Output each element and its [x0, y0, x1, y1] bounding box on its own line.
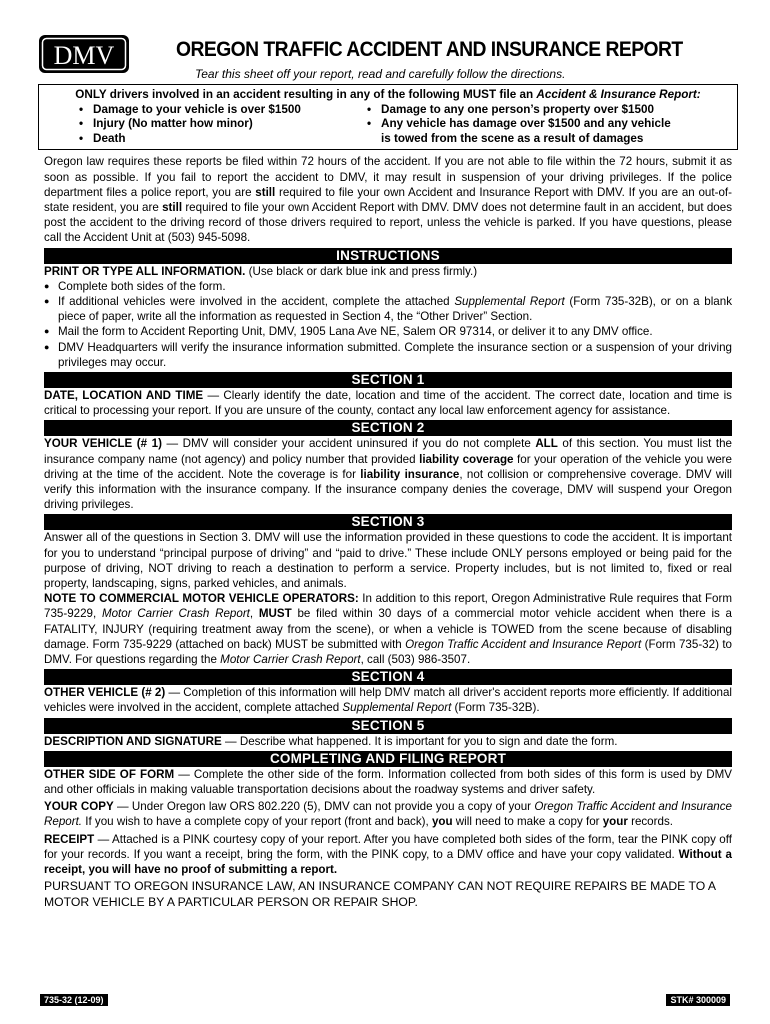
instructions-heading: INSTRUCTIONS — [44, 248, 732, 264]
section4-body: OTHER VEHICLE (# 2) — Completion of this information will help DMV match all driver's accident reports more efficiently. If additional vehicles were involved in the accident, complete attached Supplemental Report (Form 735-32B). — [44, 686, 732, 715]
section5-heading: SECTION 5 — [44, 718, 732, 734]
insurance-law-notice: PURSUANT TO OREGON INSURANCE LAW, AN INSURANCE COMPANY CAN NOT REQUIRE REPAIRS BE MADE TO A MOTOR VEHICLE BY A PARTICULAR PERSON OR REPAIR SHOP. — [44, 879, 716, 909]
section4-heading: SECTION 4 — [44, 669, 732, 685]
requirement-item: • Any vehicle has damage over $1500 and any vehicle — [365, 117, 725, 132]
section2-body: YOUR VEHICLE (# 1) — DMV will consider your accident uninsured if you do not complete ALL of this section. You must list the insurance company name (not agency) and policy number that provided liability coverage for your operation of the vehicle you were driving at the time of the accident. Note the coverage is for liability insurance, not collision or comprehensive coverage. DMV will verify this information with the insurance company. If the insurance company denies the coverage, DMV will suspend your Oregon driving privileges. — [44, 437, 733, 512]
instruction-item: ● DMV Headquarters will verify the insurance information submitted. Complete the insurance section or a suspension of your driving privileges may occur. — [44, 340, 732, 370]
instruction-item: ● If additional vehicles were involved in the accident, complete the attached Supplemental Report (Form 735-32B), or on a blank piece of paper, write all the information as requested in Section 4, the “Other Driver” Section. — [44, 294, 732, 324]
logo-text: DMV — [53, 41, 115, 70]
your-copy-paragraph: YOUR COPY — Under Oregon law ORS 802.220 (5), DMV can not provide you a copy of your Oregon Traffic Accident and Insurance Report. If you wish to have a complete copy of your report (front and back), you will need to make a copy for your records. — [44, 800, 732, 829]
requirement-item: • Death — [77, 132, 365, 147]
page-subtitle: Tear this sheet off your report, read and carefully follow the directions. — [195, 67, 566, 81]
form-page — [38, 32, 738, 910]
completing-heading: COMPLETING AND FILING REPORT — [44, 751, 732, 767]
instructions-body: PRINT OR TYPE ALL INFORMATION. (Use black or dark blue ink and press firmly.) ● Complete both sides of the form. ● If additional vehicles were involved in the accident, complete the attached Supplemental Report (Form 735-32B), or on a blank piece of paper, write all the information as requested in Section 4, the “Other Driver” Section. ● Mail the form to Accident Reporting Unit, DMV, 1905 Lana Ave NE, Salem OR 97314, or deliver it to any DMV office. ● DMV Headquarters will verify the insurance information submitted. Complete the insurance section or a suspension of your driving privileges may occur. — [44, 264, 732, 370]
instruction-item: ● Mail the form to Accident Reporting Unit, DMV, 1905 Lana Ave NE, Salem OR 97314, or deliver it to any DMV office. — [44, 324, 732, 339]
form-footer — [40, 994, 740, 1008]
section1-heading: SECTION 1 — [44, 372, 732, 388]
instruction-item: ● Complete both sides of the form. — [44, 279, 732, 294]
requirement-item: • Damage to your vehicle is over $1500 — [77, 103, 365, 118]
section3-body — [44, 530, 732, 667]
requirement-box — [38, 84, 738, 150]
section2-heading: SECTION 2 — [44, 420, 732, 436]
form-number: 735-32 (12-09) — [40, 994, 108, 1006]
receipt-paragraph: RECEIPT — Attached is a PINK courtesy copy of your report. After you have completed both sides of the form, tear the PINK copy off for your records. If you want a receipt, bring the form, with the PINK copy, to a DMV office and have your copy validated. Without a receipt, you will have no proof of submitting a report. — [44, 832, 732, 877]
requirement-item-continuation: is towed from the scene as a result of damages — [381, 131, 644, 145]
page-title: OREGON TRAFFIC ACCIDENT AND INSURANCE REPORT — [176, 38, 683, 61]
requirement-right-list — [365, 103, 725, 147]
section1-body: DATE, LOCATION AND TIME — Clearly identify the date, location and time of the accident. The correct date, location and time is critical to processing your report. If you are unsure of the county, contact any local law enforcement agency for assistance. — [44, 389, 732, 418]
requirement-lead: ONLY drivers involved in an accident resulting in any of the following MUST file an Accident & Insurance Report: — [75, 88, 701, 101]
section5-body: DESCRIPTION AND SIGNATURE — Describe what happened. It is important for you to sign and date the form. — [44, 734, 618, 748]
dmv-logo — [38, 34, 130, 74]
section3-heading: SECTION 3 — [44, 514, 732, 530]
stock-number: STK# 300009 — [666, 994, 730, 1006]
other-side-paragraph: OTHER SIDE OF FORM — Complete the other side of the form. Information collected from both sides of this form is used by DMV and other officials in making valuable transportation decisions about the roadway systems and driver safety. — [44, 767, 732, 797]
requirement-item: • Damage to any one person’s property over $1500 — [365, 103, 725, 118]
section3-paragraph: Answer all of the questions in Section 3. DMV will use the information provided in these questions to code the accident. It is important for you to understand “principal purpose of driving” and “paid to drive.” These include ONLY persons employed or being paid for the purpose of driving, NOT driving to reach a destination to perform a service. Property includes, but is not limited to, fixed or real property, landscaping, signs, parked vehicles, and animals. — [44, 531, 732, 591]
form-header — [38, 32, 738, 84]
commercial-note: NOTE TO COMMERCIAL MOTOR VEHICLE OPERATORS: In addition to this report, Oregon Administrative Rule requires that Form 735-9229, Motor Carrier Crash Report, MUST be filed within 30 days of a commercial motor vehicle accident when there is a FATALITY, INJURY (requiring treatment away from the scene), or when a vehicle is TOWED from the scene because of disabling damage. Form 735-9229 (attached on back) MUST be submitted with Oregon Traffic Accident and Insurance Report (Form 735-32) to DMV. For questions regarding the Motor Carrier Crash Report, call (503) 986-3507. — [44, 592, 733, 667]
intro-paragraph: Oregon law requires these reports be filed within 72 hours of the accident. If you are not able to file within the 72 hours, submit it as soon as possible. If you fail to report the accident to DMV, it may result in suspension of your driving privileges. If the police department files a police report, you are still required to file your own Accident and Insurance Report with DMV. If you are an out-of-state resident, you are still required to file your own Accident Report with DMV. DMV does not determine fault in an accident, but does post the accident to the driving record of those drivers required to report, unless the vehicle is parked. If you have questions, please call the Accident Unit at (503) 945-5098. — [44, 155, 733, 245]
completing-body — [44, 767, 732, 910]
requirement-item: • Injury (No matter how minor) — [77, 117, 365, 132]
requirement-left-list — [45, 103, 365, 147]
